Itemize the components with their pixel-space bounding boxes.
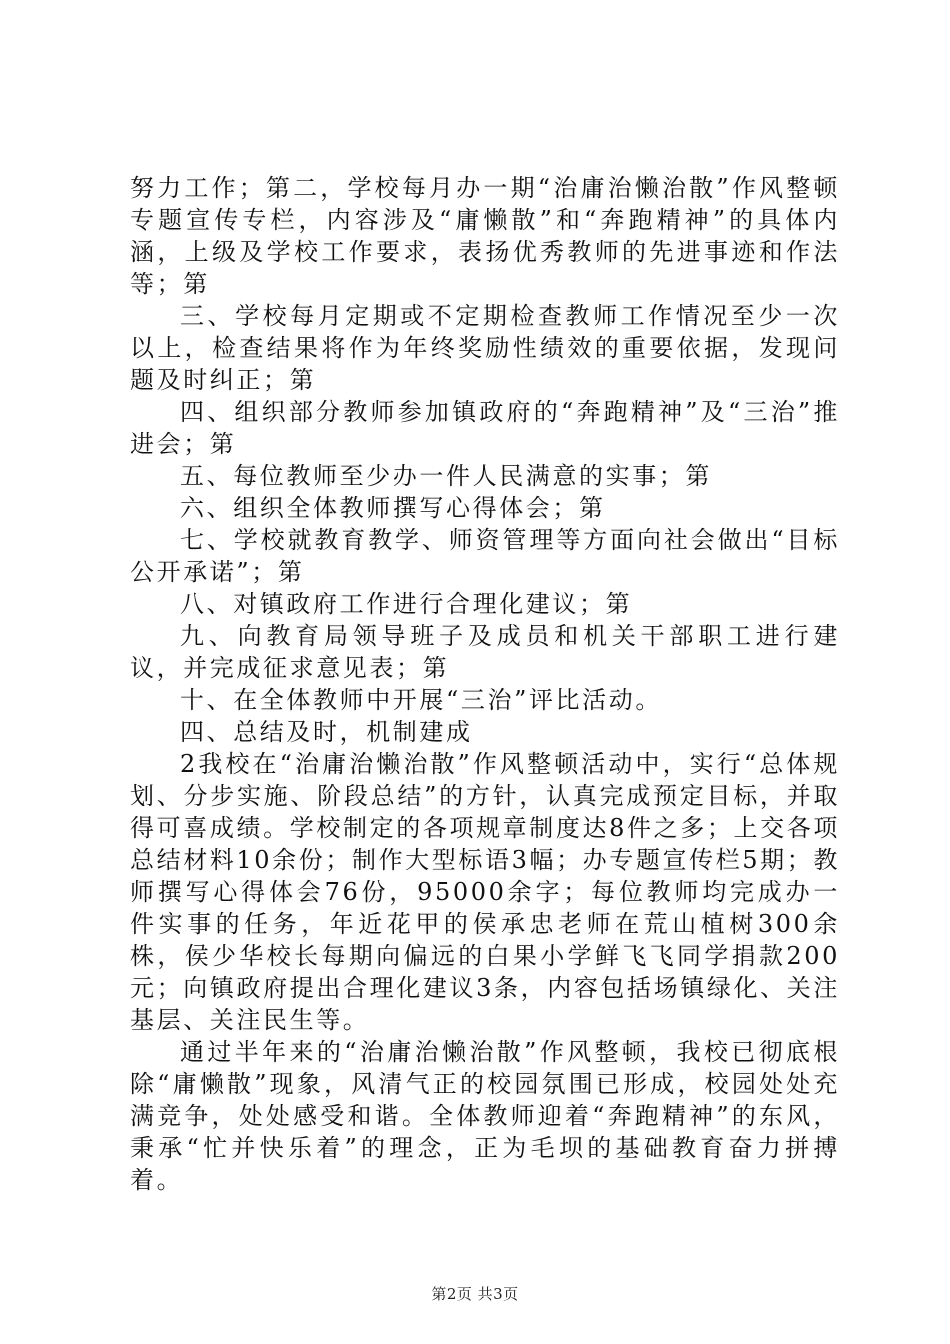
paragraph-11: 2我校在“治庸治懒治散”作风整顿活动中，实行“总体规划、分步实施、阶段总结”的方针，认真完成预定目标，并取得可喜成绩。学校制定的各项规章制度达8件之多；上交各项总结材料10余份；制作大型标语3幅；办专题宣传栏5期；教师撰写心得体会76份，95000余字；每位教师均完成办一件实事的任务，年近花甲的侯承忠老师在荒山植树300余株，侯少华校长每期向偏远的白果小学鲜飞飞同学捐款200元；向镇政府提出合理化建议3条，内容包括场镇绿化、关注基层、关注民生等。 (130, 750, 840, 1034)
paragraph-2: 三、学校每月定期或不定期检查教师工作情况至少一次以上，检查结果将作为年终奖励性绩效的重要依据，发现问题及时纠正；第 (130, 302, 840, 394)
paragraph-1: 努力工作；第二，学校每月办一期“治庸治懒治散”作风整顿专题宣传专栏，内容涉及“庸懒散”和“奔跑精神”的具体内涵，上级及学校工作要求，表扬优秀教师的先进事迹和作法等；第 (130, 174, 840, 298)
paragraph-3: 四、组织部分教师参加镇政府的“奔跑精神”及“三治”推进会；第 (130, 398, 840, 458)
page-footer: 第2页 共3页 (431, 1285, 519, 1303)
paragraph-12: 通过半年来的“治庸治懒治散”作风整顿，我校已彻底根除“庸懒散”现象，风清气正的校园氛围已形成，校园处处充满竞争，处处感受和谐。全体教师迎着“奔跑精神”的东风，秉承“忙并快乐着”的理念，正为毛坝的基础教育奋力拼搏着。 (130, 1038, 840, 1194)
paragraph-9: 十、在全体教师中开展“三治”评比活动。 (180, 686, 662, 714)
paragraph-4: 五、每位教师至少办一件人民满意的实事；第 (180, 462, 712, 490)
document-body (130, 172, 840, 1196)
paragraph-6: 七、学校就教育教学、师资管理等方面向社会做出“目标公开承诺”；第 (130, 526, 840, 586)
section-heading: 四、总结及时，机制建成 (180, 718, 473, 746)
paragraph-5: 六、组织全体教师撰写心得体会；第 (180, 494, 606, 522)
paragraph-8: 九、向教育局领导班子及成员和机关干部职工进行建议，并完成征求意见表；第 (130, 622, 840, 682)
paragraph-7: 八、对镇政府工作进行合理化建议；第 (180, 590, 633, 618)
